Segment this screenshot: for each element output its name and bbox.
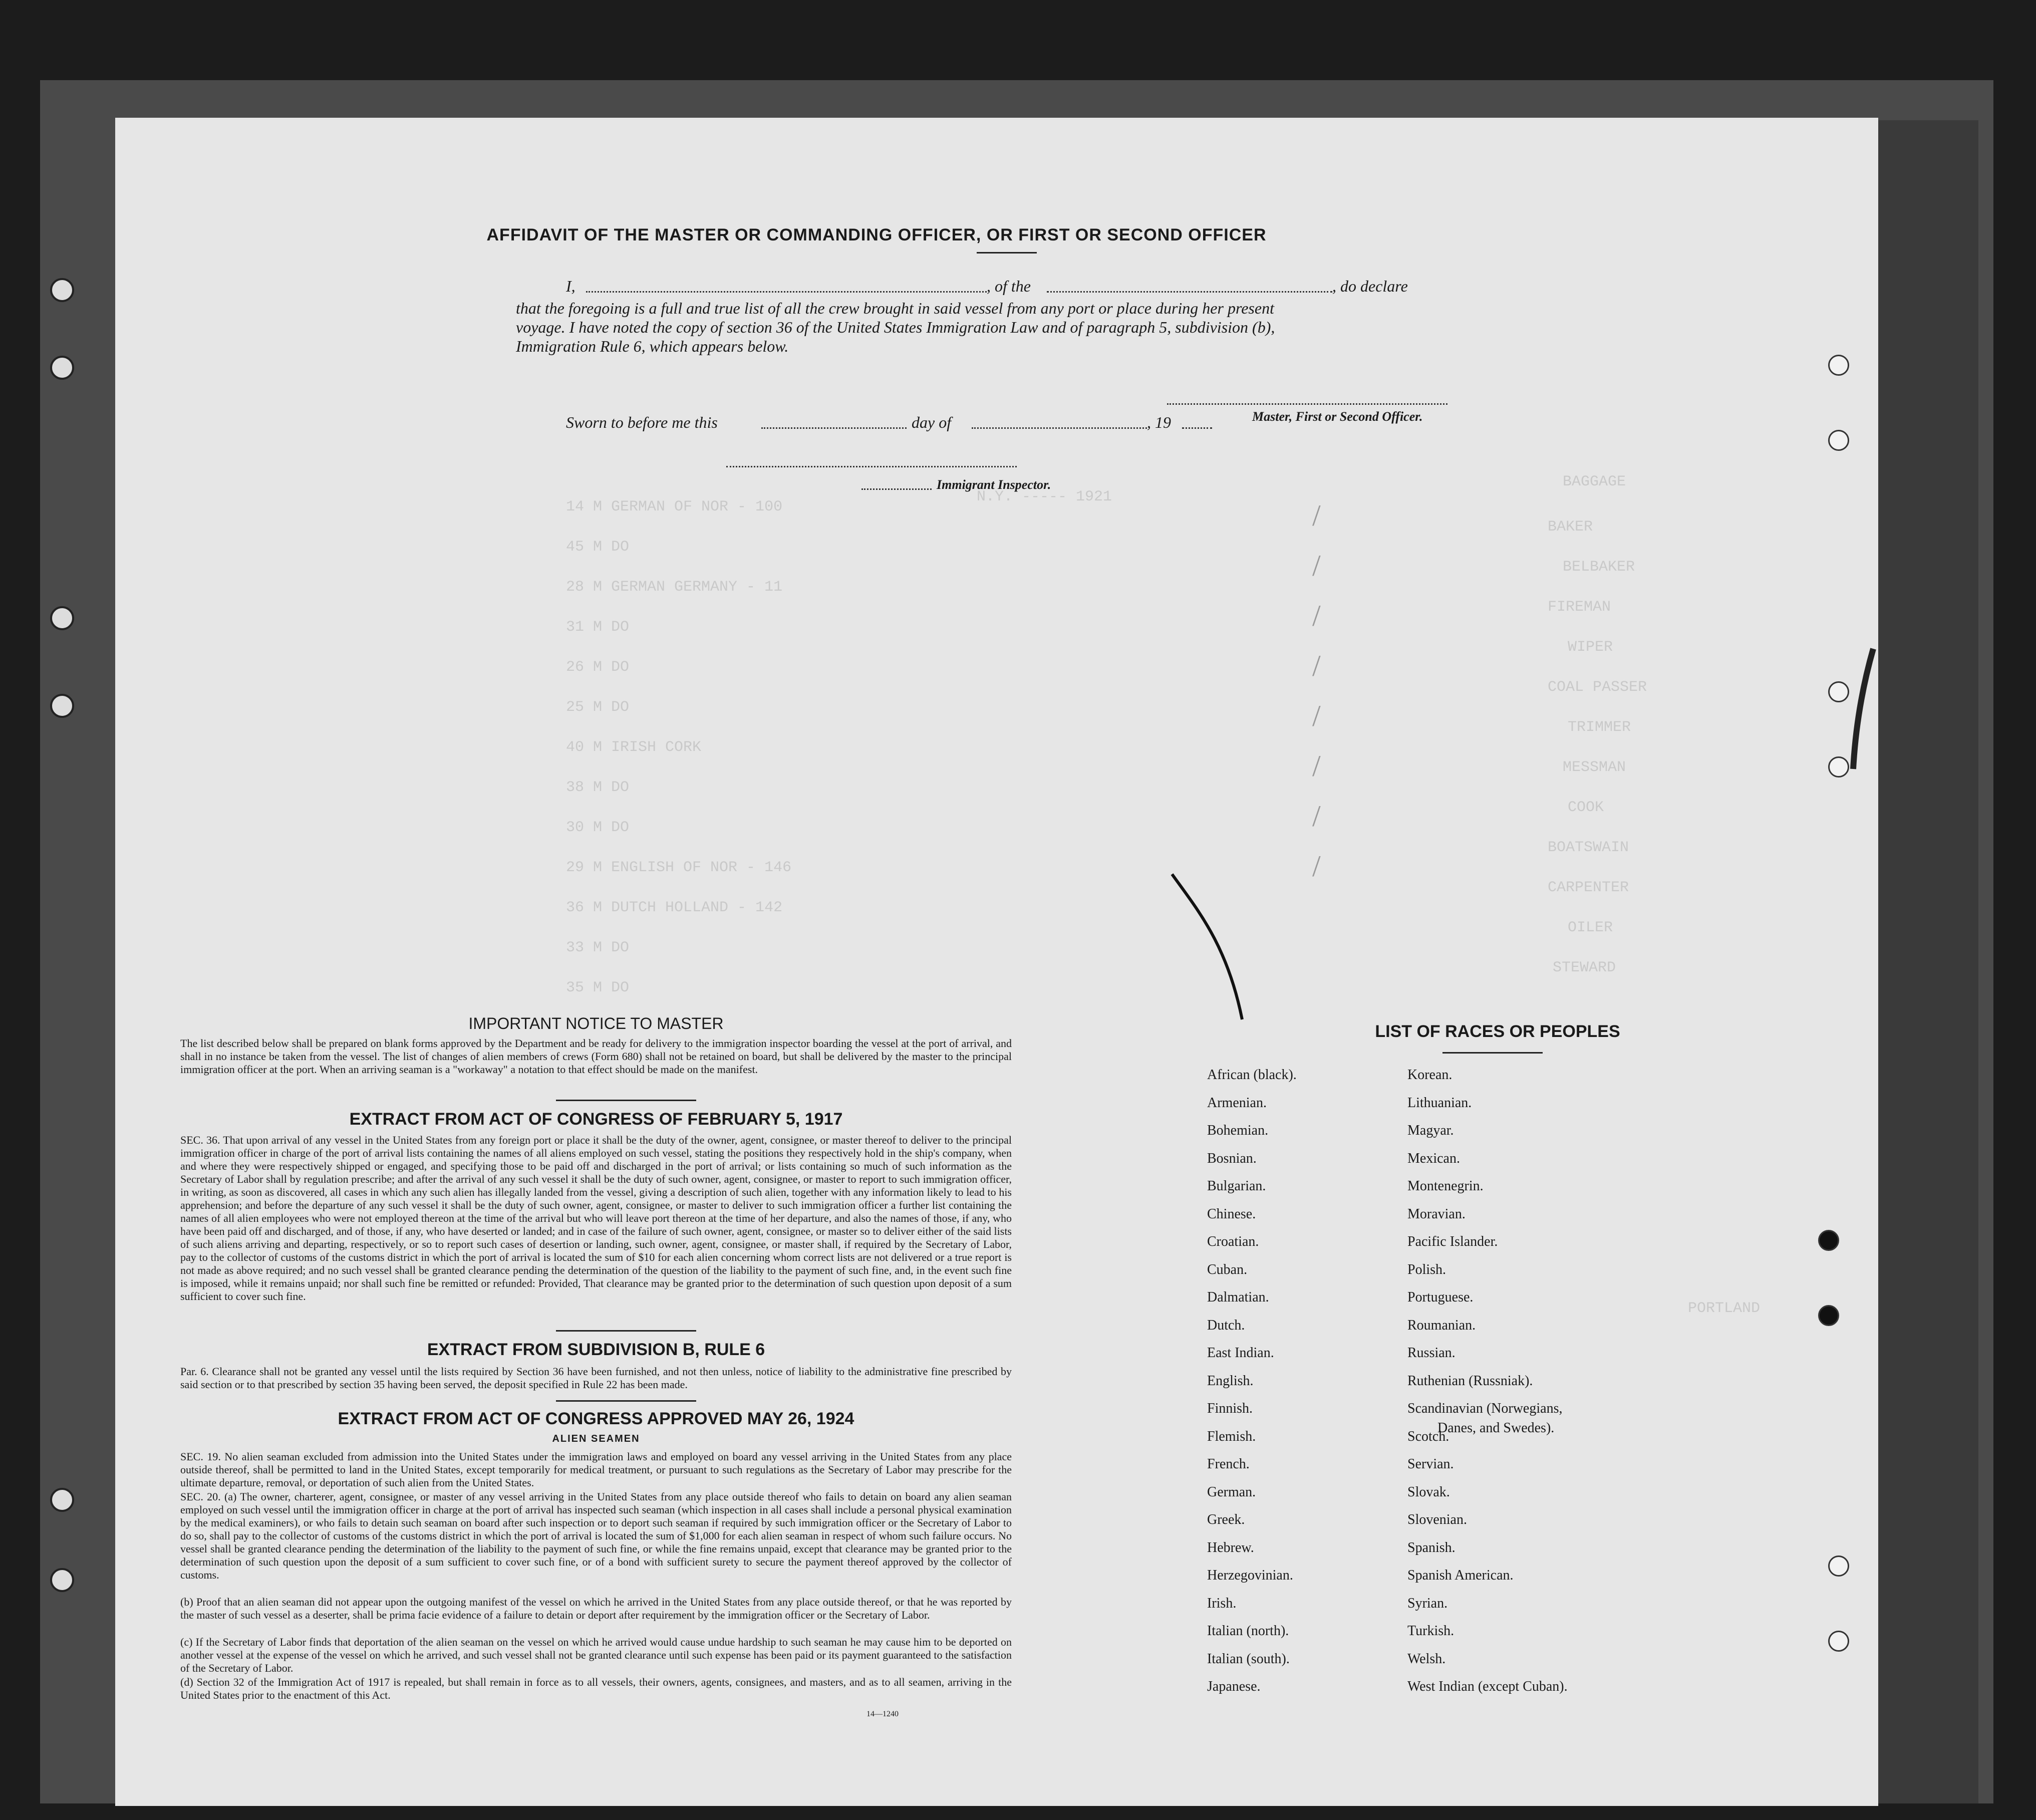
punch-hole bbox=[1828, 681, 1849, 702]
extract-1924-sec19: SEC. 19. No alien seaman excluded from admission into the United States under the immigration laws and employed on board any vessel arriving in the United States from any place outside thereof, shall be permitted to land in the United States, except temporarily for medical treatment, or pursuant to such regulations as the Secretary of Labor may prescribe for the ultimate departure, removal, or deportation of such alien from the United States. bbox=[180, 1450, 1012, 1489]
extract-1924-sec20b: (b) Proof that an alien seaman did not appear upon the outgoing manifest of the vessel on which he arrived in the United States from any place outside thereof, or that he was reported by the master of such vessel as a deserter, shall be prima facie evidence of a failure to detain or deport after requirement by the immigration officer or the Secretary of Labor. bbox=[180, 1596, 1012, 1621]
binder-hole bbox=[50, 606, 74, 630]
race-item: Finnish. bbox=[1207, 1401, 1253, 1416]
inspector-dots bbox=[861, 488, 932, 490]
punch-hole bbox=[1828, 756, 1849, 777]
affidavit-title: AFFIDAVIT OF THE MASTER OR COMMANDING OFFICER, OR FIRST OR SECOND OFFICER bbox=[486, 225, 1267, 244]
race-item: African (black). bbox=[1207, 1067, 1297, 1083]
race-item: West Indian (except Cuban). bbox=[1407, 1679, 1568, 1694]
punch-hole bbox=[1828, 430, 1849, 451]
race-item: Cuban. bbox=[1207, 1261, 1248, 1277]
divider bbox=[556, 1400, 696, 1402]
pen-stroke bbox=[1167, 869, 1267, 1029]
race-item: Polish. bbox=[1407, 1261, 1446, 1277]
race-item: Mexican. bbox=[1407, 1150, 1460, 1166]
sworn-day-line bbox=[761, 427, 907, 429]
race-item: Roumanian. bbox=[1407, 1317, 1476, 1333]
inspector-signature-line bbox=[726, 466, 1017, 467]
alien-seamen-subtitle: ALIEN SEAMEN bbox=[552, 1433, 640, 1444]
affidavit-of-the: , of the bbox=[987, 277, 1031, 295]
affidavit-i: I, bbox=[566, 277, 575, 295]
divider bbox=[1442, 1052, 1543, 1054]
race-item: Herzegovinian. bbox=[1207, 1568, 1293, 1583]
extract-1924-title: EXTRACT FROM ACT OF CONGRESS APPROVED MAY 26, 1924 bbox=[338, 1409, 854, 1428]
race-item: Scandinavian (Norwegians, bbox=[1407, 1401, 1563, 1416]
day-of-label: day of bbox=[912, 413, 952, 431]
race-item: Japanese. bbox=[1207, 1679, 1261, 1694]
divider bbox=[556, 1330, 696, 1332]
race-item: East Indian. bbox=[1207, 1345, 1274, 1361]
race-item: Turkish. bbox=[1407, 1623, 1455, 1639]
race-item: Bulgarian. bbox=[1207, 1178, 1266, 1194]
document-page: N.Y. ----- 1921 BAGGAGE BAKER BELBAKER FIREMAN WIPER COAL PASSER TRIMMER MESSMAN COOK BOATSWAIN CARPENTER OILER STEWARD 14 M GERMAN OF NOR - 100 45 M DO 28 M GERMAN GERMANY - 11 31 M DO 26 M DO 25 M DO 40 M IRISH CORK 38 M DO 30 M DO 29 M ENGLISH OF NOR - 146 36 M DUTCH HOLLAND - 142 33 M DO 35 M DO PORTLAND / / / / / / / / AFFIDAVIT OF THE MASTER OR COMMANDING OFFICER, OR FIRST OR SECOND OFFICER I, , of the , do declare that the foregoing is a full and true list of all the crew brought in said vessel from any port or place during her present voyage. I have noted the copy of section 36 of the United States Immigration Law and of paragraph 5, subdivision (b), Immigration Rule 6, which appears below. Master, First or Second Officer. Sworn to before me this day of , 19 Immigrant Inspector. IMPORTANT NOTICE TO MASTER The list described below shall be prepared on blank forms approved by the Department and be ready for delivery to the immigration inspector boarding the vessel at the port of arrival, and shall in no instance be taken from the vessel. The list of changes of alien members of crews (Form 680) shall not be retained on board, but shall be delivered by the master to the principal immigration officer at the port. When an arriving seaman is a "workaway" a notation to that effect should be made on the manifest. EXTRACT FROM ACT OF CONGRESS OF FEBRUARY 5, 1917 SEC. 36. That upon arrival of any vessel in the United States from any foreign port or place it shall be the duty of the owner, agent, consignee, or master thereof to deliver to the principal immigration officer in charge of the port of arrival lists containing the names of all aliens employed on such vessel, stating the positions they respectively hold in the ship's company, when and where they were respectively shipped or engaged, and specifying those to be paid off and discharged in the port of arrival; or lists containing so much of such information as the Secretary of Labor shall by regulation prescribe; and after the arrival of any such vessel it shall be the duty of such owner, agent, consignee, or master to report to such immigration officer, in writing, as soon as discovered, all cases in which any such alien has illegally landed from the vessel, giving a description of such alien, together with any information likely to lead to his apprehension; and before the departure of any such vessel it shall be the duty of such owner, agent, consignee, or master to deliver to such immigration officer a further list containing the names of all alien employees who were not employed thereon at the time of the arrival but who will leave port thereon at the time of her departure, and also the names of those, if any, who have been paid off and discharged, and of those, if any, who have deserted or landed; and in case of the failure of such owner, agent, consignee, or master so to deliver either of the said lists of such aliens arriving and departing, respectively, or so to report such cases of desertion or landing, such owner, agent, consignee, or master shall, if required by the Secretary of Labor, pay to the collector of customs of the customs district in which the port of arrival is located the sum of $10 for each alien concerning whom correct lists are not delivered or a true report is not made as above required; and no such vessel shall be granted clearance pending the determination of the question of the liability to the payment of such fine, and, in the event such fine is imposed, while it remains unpaid; nor shall such fine be remitted or refunded: Provided, That clearance may be granted prior to the determination of such question upon deposit of a sum sufficient to cover such fine. EXTRACT FROM SUBDIVISION B, RULE 6 Par. 6. Clearance shall not be granted any vessel until the lists required by Section 36 have been furnished, and not then unless, notice of liability to the administrative fine prescribed by said section or to that prescribed by section 35 having been served, the deposit specified in Rule 22 has been made. EXTRACT FROM ACT OF CONGRESS APPROVED MAY 26, 1924 ALIEN SEAMEN SEC. 19. No alien seaman excluded from admission into the United States under the immigration laws and employed on board any vessel arriving in the United States from any place outside thereof, shall be permitted to land in the United States, except temporarily for medical treatment, or pursuant to such regulations as the Secretary of Labor may prescribe for the ultimate departure, removal, or deportation of such alien from the United States. SEC. 20. (a) The owner, charterer, agent, consignee, or master of any vessel arriving in the United States from any place outside thereof who fails to detain on board any alien seaman employed on such vessel until the immigration officer in charge at the port of arrival has inspected such seaman (which inspection in all cases shall include a personal physical examination by the medical examiners), or who fails to detain such seaman on board after such inspection or to deport such seaman if required by such immigration officer or the Secretary of Labor to do so, shall pay to the collector of customs of the customs district in which the port of arrival is located the sum of $1,000 for each alien seaman in respect of whom such failure occurs. No vessel shall be granted clearance pending the determination of the liability to the payment of such fine, or while the fine remains unpaid, except that clearance may be granted prior to the determination of such question upon the deposit of a sum sufficient to cover such fine, or of a bond with sufficient surety to secure the payment thereof approved by the collector of customs. (b) Proof that an alien seaman did not appear upon the outgoing manifest of the vessel on which he arrived in the United States from any place outside thereof, or that he was reported by the master of such vessel as a deserter, shall be prima facie evidence of a failure to detain or deport after requirement by the immigration officer or the Secretary of Labor. (c) If the Secretary of Labor finds that deportation of the alien seaman on the vessel on which he arrived would cause undue hardship to such seaman he may cause him to be deported on another vessel at the expense of the vessel on which he arrived, and such vessel shall not be granted clearance until such expense has been paid or its payment guaranteed to the satisfaction of the Secretary of Labor. (d) Section 32 of the Immigration Act of 1917 is repealed, but shall remain in force as to all vessels, their owners, agents, consignees, and masters, and as to all seamen, arriving in the United States prior to the enactment of this Act. 14—1240 LIST OF RACES OR PEOPLES Danes, and Swedes). African (black). Armenian. Bohemian. Bosnian. Bulgarian. Chinese. Croatian. Cuban. Dalmatian. Dutch. East Indian. English. Finnish. Flemish. French. German. Greek. Hebrew. Herzegovinian. Irish. Italian (north). Italian (south). Japanese. Korean. Lithuanian. Magyar. Mexican. Montenegrin. Moravian. Pacific Islander. Polish. Portuguese. Roumanian. Russian. Ruthenian (Russniak). Scandinavian (Norwegians, Scotch. Servian. Slovak. Slovenian. Spanish. Spanish American. Syrian. Turkish. Welsh. West Indian (except Cuban). bbox=[115, 118, 1878, 1806]
pen-stroke bbox=[1843, 644, 1883, 774]
extract-1924-sec20c: (c) If the Secretary of Labor finds that deportation of the alien seaman on the vessel on which he arrived would cause undue hardship to such seaman he may cause him to be deported on another vessel at the expense of the vessel on which he arrived, and such vessel shall not be granted clearance until such expense has been paid or its payment guaranteed to the satisfaction of the Secretary of Labor. bbox=[180, 1636, 1012, 1674]
year-line bbox=[1182, 427, 1212, 429]
notice-title: IMPORTANT NOTICE TO MASTER bbox=[468, 1014, 724, 1032]
extract-1917-title: EXTRACT FROM ACT OF CONGRESS OF FEBRUARY 5, 1917 bbox=[349, 1110, 843, 1129]
sworn-label: Sworn to before me this bbox=[566, 413, 718, 431]
vessel-line bbox=[1047, 291, 1332, 293]
binder-hole bbox=[50, 1488, 74, 1512]
form-number: 14—1240 bbox=[866, 1710, 899, 1718]
notice-text: The list described below shall be prepared on blank forms approved by the Department and be ready for delivery to the immigration inspector boarding the vessel at the port of arrival, and shall in no instance be taken from the vessel. The list of changes of alien members of crews (Form 680) shall not be retained on board, but shall be delivered by the master to the principal immigration officer at the port. When an arriving seaman is a "workaway" a notation to that effect should be made on the manifest. bbox=[180, 1037, 1012, 1076]
race-item: Slovenian. bbox=[1407, 1512, 1467, 1527]
race-item: Korean. bbox=[1407, 1067, 1452, 1083]
punch-hole bbox=[1818, 1230, 1839, 1251]
race-item: Danes, and Swedes). bbox=[1437, 1420, 1555, 1436]
race-item: Portuguese. bbox=[1407, 1289, 1474, 1305]
punch-hole bbox=[1828, 355, 1849, 376]
race-item: Ruthenian (Russniak). bbox=[1407, 1373, 1533, 1389]
binder-hole bbox=[50, 1568, 74, 1592]
divider bbox=[977, 252, 1037, 253]
punch-hole bbox=[1818, 1305, 1839, 1326]
race-item: Italian (north). bbox=[1207, 1623, 1289, 1639]
extract-rule6-text: Par. 6. Clearance shall not be granted any vessel until the lists required by Section 36 have been furnished, and not then unless, notice of liability to the administrative fine prescribed by said section or to that prescribed by section 35 having been served, the deposit specified in Rule 22 has been made. bbox=[180, 1365, 1012, 1391]
race-item: Chinese. bbox=[1207, 1206, 1256, 1222]
punch-hole bbox=[1828, 1631, 1849, 1652]
race-item: Dalmatian. bbox=[1207, 1289, 1269, 1305]
race-item: Greek. bbox=[1207, 1512, 1245, 1527]
race-item: Dutch. bbox=[1207, 1317, 1245, 1333]
race-item: Pacific Islander. bbox=[1407, 1234, 1498, 1249]
master-signature-line bbox=[1167, 403, 1447, 405]
race-item: Magyar. bbox=[1407, 1123, 1454, 1138]
race-item: Spanish. bbox=[1407, 1539, 1456, 1555]
race-item: Bohemian. bbox=[1207, 1123, 1269, 1138]
divider bbox=[556, 1100, 696, 1101]
binder-hole bbox=[50, 694, 74, 718]
affidavit-line-1: that the foregoing is a full and true list of all the crew brought in said vessel from any port or place during her present bbox=[516, 299, 1274, 317]
inspector-label: Immigrant Inspector. bbox=[937, 477, 1051, 492]
extract-1924-sec20a: SEC. 20. (a) The owner, charterer, agent, consignee, or master of any vessel arriving in the United States from any place outside thereof who fails to detain on board any alien seaman employed on such vessel until the immigration officer in charge at the port of arrival has inspected such seaman (which inspection in all cases shall include a personal physical examination by the medical examiners), or who fails to detain such seaman on board after such inspection or to deport such seaman if required by such immigration officer or the Secretary of Labor to do so, shall pay to the collector of customs of the customs district in which the port of arrival is located the sum of $1,000 for each alien seaman in respect of whom such failure occurs. No vessel shall be granted clearance pending the determination of the liability to the payment of such fine, or while the fine remains unpaid, except that clearance may be granted prior to the determination of such question upon the deposit of a sum sufficient to cover such fine, or of a bond with sufficient surety to secure the payment thereof approved by the collector of customs. bbox=[180, 1490, 1012, 1581]
month-line bbox=[972, 427, 1147, 429]
page-edge-shadow bbox=[1878, 120, 1978, 1803]
races-title: LIST OF RACES OR PEOPLES bbox=[1375, 1022, 1620, 1041]
race-item: Bosnian. bbox=[1207, 1150, 1257, 1166]
race-item: Spanish American. bbox=[1407, 1568, 1514, 1583]
affidavit-line-3: Immigration Rule 6, which appears below. bbox=[516, 337, 789, 355]
race-item: Croatian. bbox=[1207, 1234, 1259, 1249]
name-line bbox=[586, 291, 987, 293]
extract-1917-text: SEC. 36. That upon arrival of any vessel in the United States from any foreign port or place it shall be the duty of the owner, agent, consignee, or master thereof to deliver to the principal immigration officer in charge of the port of arrival lists containing the names of all aliens employed on such vessel, stating the positions they respectively hold in the ship's company, when and where they were respectively shipped or engaged, and specifying those to be paid off and discharged in the port of arrival; or lists containing so much of such information as the Secretary of Labor shall by regulation prescribe; and after the arrival of any such vessel it shall be the duty of such owner, agent, consignee, or master to report to such immigration officer, in writing, as soon as discovered, all cases in which any such alien has illegally landed from the vessel, giving a description of such alien, together with any information likely to lead to his apprehension; and before the departure of any such vessel it shall be the duty of such owner, agent, consignee, or master to deliver to such immigration officer a further list containing the names of all alien employees who were not employed thereon at the time of the arrival but who will leave port thereon at the time of her departure, and also the names of those, if any, who have been paid off and discharged, and of those, if any, who have deserted or landed; and in case of the failure of such owner, agent, consignee, or master so to deliver either of the said lists of such aliens arriving and departing, respectively, or so to report such cases of desertion or landing, such owner, agent, consignee, or master shall, if required by the Secretary of Labor, pay to the collector of customs of the customs district in which the port of arrival is located the sum of $10 for each alien concerning whom correct lists are not delivered or a true report is not made as above required; and no such vessel shall be granted clearance pending the determination of the question of the liability to the payment of such fine, and, in the event such fine is imposed, while it remains unpaid; nor shall such fine be remitted or refunded: Provided, That clearance may be granted prior to the determination of such question upon deposit of a sum sufficient to cover such fine. bbox=[180, 1134, 1012, 1303]
punch-hole bbox=[1828, 1555, 1849, 1577]
race-item: Scotch. bbox=[1407, 1428, 1449, 1444]
race-item: Montenegrin. bbox=[1407, 1178, 1484, 1194]
race-item: Russian. bbox=[1407, 1345, 1456, 1361]
binder-hole bbox=[50, 278, 74, 302]
year-label: , 19 bbox=[1147, 413, 1171, 431]
race-item: English. bbox=[1207, 1373, 1254, 1389]
affidavit-declare: , do declare bbox=[1332, 277, 1408, 295]
extract-1924-sec20d: (d) Section 32 of the Immigration Act of 1917 is repealed, but shall remain in force as to all vessels, their owners, agents, consignees, and masters, and as to all seamen, arriving in the United States prior to the enactment of this Act. bbox=[180, 1676, 1012, 1701]
race-item: Armenian. bbox=[1207, 1095, 1267, 1111]
race-item: Moravian. bbox=[1407, 1206, 1466, 1222]
race-item: Hebrew. bbox=[1207, 1539, 1254, 1555]
binder-hole bbox=[50, 356, 74, 380]
race-item: Irish. bbox=[1207, 1595, 1237, 1611]
race-item: Servian. bbox=[1407, 1456, 1454, 1472]
race-item: Italian (south). bbox=[1207, 1651, 1290, 1667]
race-item: Flemish. bbox=[1207, 1428, 1256, 1444]
race-item: French. bbox=[1207, 1456, 1250, 1472]
affidavit-line-2: voyage. I have noted the copy of section 36 of the United States Immigration Law and of paragraph 5, subdivision (b), bbox=[516, 318, 1275, 336]
extract-rule6-title: EXTRACT FROM SUBDIVISION B, RULE 6 bbox=[427, 1340, 765, 1359]
race-item: Slovak. bbox=[1407, 1484, 1450, 1500]
master-signature-label: Master, First or Second Officer. bbox=[1252, 409, 1423, 424]
race-item: German. bbox=[1207, 1484, 1256, 1500]
race-item: Welsh. bbox=[1407, 1651, 1446, 1667]
race-item: Lithuanian. bbox=[1407, 1095, 1472, 1111]
race-item: Syrian. bbox=[1407, 1595, 1448, 1611]
